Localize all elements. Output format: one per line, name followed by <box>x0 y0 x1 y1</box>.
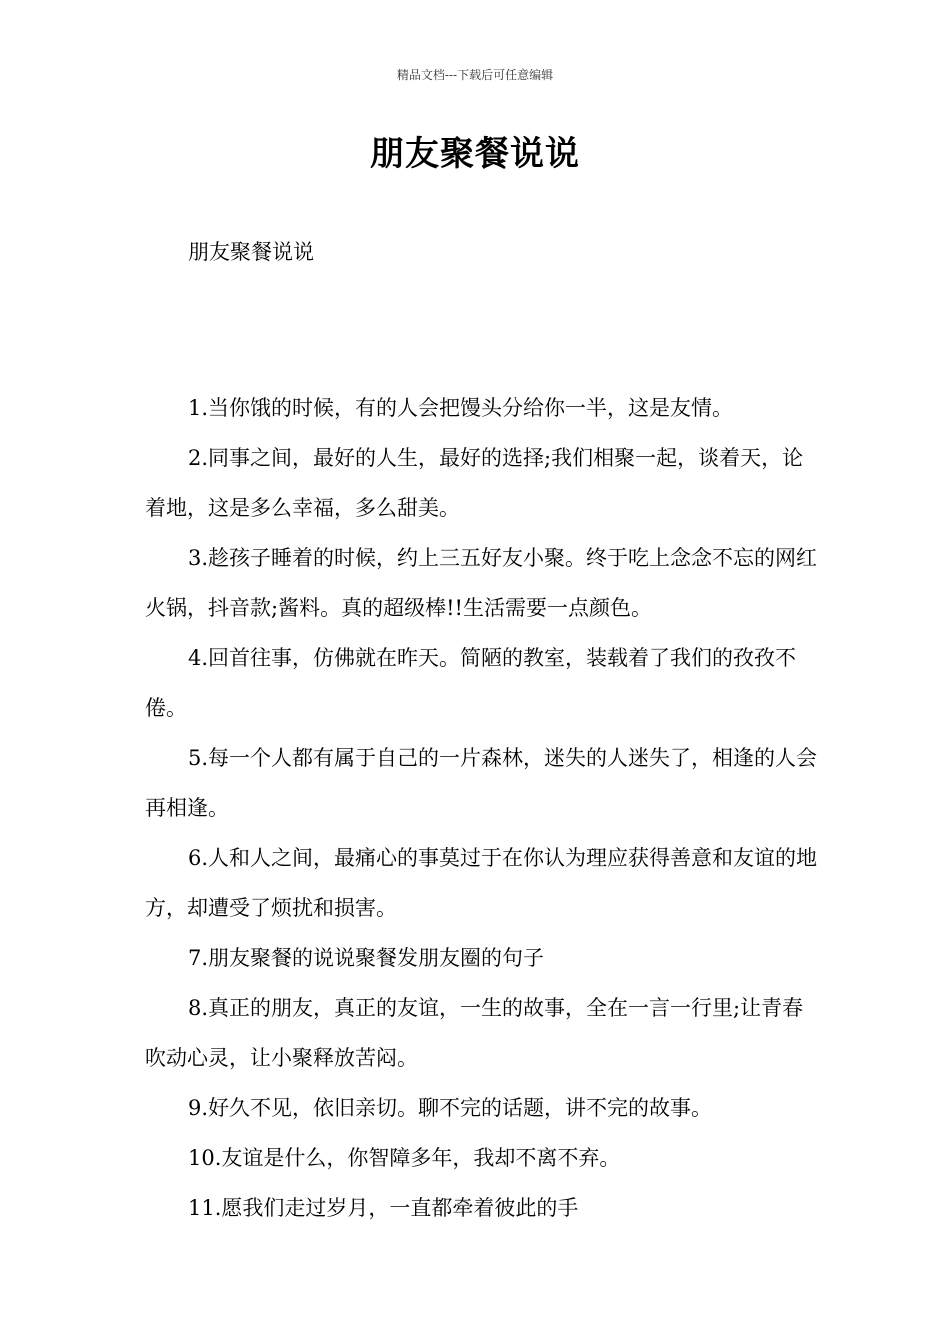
paragraph: 6.人和人之间，最痛心的事莫过于在你认为理应获得善意和友谊的地方，却遭受了烦扰和损害。 <box>145 846 818 920</box>
paragraph: 10.友谊是什么，你智障多年，我却不离不弃。 <box>188 1146 621 1170</box>
paragraph: 3.趁孩子睡着的时候，约上三五好友小聚。终于吃上念念不忘的网红火锅，抖音款;酱料。真的超级棒!!生活需要一点颜色。 <box>145 546 818 620</box>
document-title: 朋友聚餐说说 <box>370 134 580 174</box>
paragraph: 4.回首往事，仿佛就在昨天。简陋的教室，装载着了我们的孜孜不倦。 <box>145 646 797 720</box>
paragraph: 9.好久不见，依旧亲切。聊不完的话题，讲不完的故事。 <box>188 1096 713 1120</box>
document-body <box>145 383 820 1233</box>
paragraph: 11.愿我们走过岁月，一直都牵着彼此的手 <box>188 1196 579 1220</box>
paragraph: 8.真正的朋友，真正的友谊，一生的故事，全在一言一行里;让青春吹动心灵，让小聚释放苦闷。 <box>145 996 804 1070</box>
paragraph: 2.同事之间，最好的人生，最好的选择;我们相聚一起，谈着天，论着地，这是多么幸福，多么甜美。 <box>145 446 804 520</box>
paragraph: 7.朋友聚餐的说说聚餐发朋友圈的句子 <box>188 946 545 970</box>
paragraph: 1.当你饿的时候，有的人会把馒头分给你一半，这是友情。 <box>188 396 734 420</box>
paragraph: 5.每一个人都有属于自己的一片森林，迷失的人迷失了，相逢的人会再相逢。 <box>145 746 818 820</box>
header-note: 精品文档---下载后可任意编辑 <box>396 68 554 82</box>
document-subtitle: 朋友聚餐说说 <box>188 240 314 264</box>
